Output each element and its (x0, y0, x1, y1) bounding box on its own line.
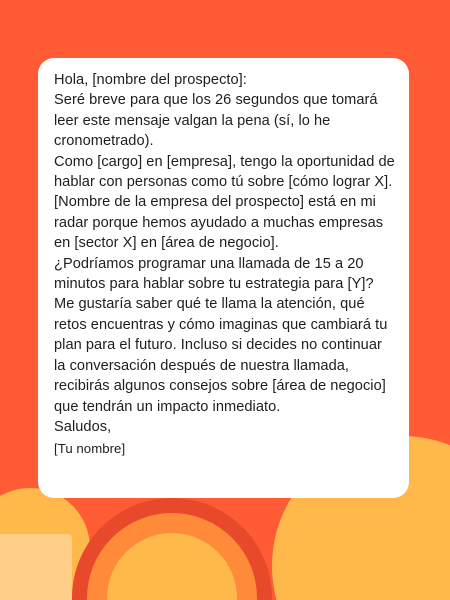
signature-text: [Tu nombre] (54, 441, 126, 457)
message-card (38, 58, 409, 498)
message-paragraph-3: ¿Podríamos programar una llamada de 15 a 20 minutos para hablar sobre tu estrategia para [Y]? Me gustaría saber qué te llama la atención, qué retos encuentras y cómo imaginas que cambiará tu plan para el futuro. Incluso si decides no continuar la conversación después de nuestra llamada, recibirás algunos consejos sobre [área de negocio] que tendrán un impacto inmediato. (54, 255, 388, 415)
closing-text: Saludos, (54, 418, 112, 435)
decorative-square-left (0, 534, 72, 600)
message-paragraph-1: Seré breve para que los 26 segundos que tomará leer este mensaje valgan la pena (sí, lo he cronometrado). (54, 92, 378, 150)
greeting-text: Hola, [nombre del prospecto]: (54, 72, 247, 88)
message-paragraph-2: Como [cargo] en [empresa], tengo la oportunidad de hablar con personas como tú sobre [cómo lograr X]. [Nombre de la empresa del prospecto] está en mi radar porque hemos ayudado a muchas empresas en [sector X] en [área de negocio]. (54, 153, 395, 252)
